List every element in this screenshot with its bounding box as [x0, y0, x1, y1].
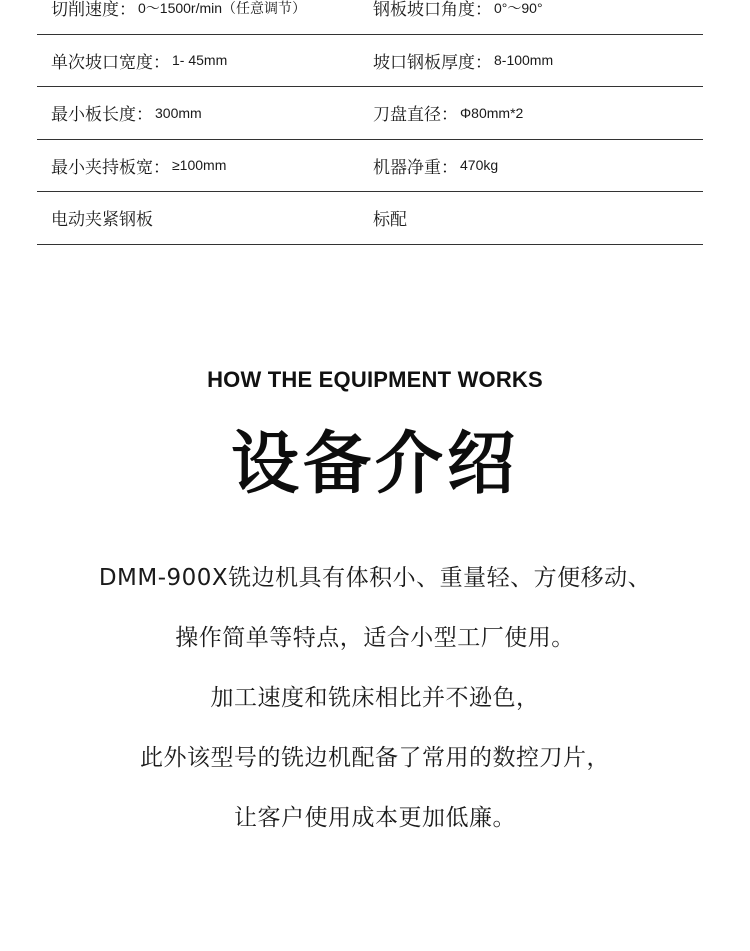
spec-cell: [370, 140, 703, 192]
spec-label: 单次坡口宽度：: [51, 52, 170, 73]
section-heading-en: HOW THE EQUIPMENT WORKS: [207, 367, 543, 392]
spec-label: 机器净重：: [373, 157, 458, 178]
spec-value: 300mm: [155, 104, 202, 121]
spec-cell: [37, 140, 370, 192]
spec-cell: [37, 192, 370, 244]
spec-row: [37, 0, 703, 35]
spec-cell: [37, 0, 370, 34]
description-line: DMM-900X铣边机具有体积小、重量轻、方便移动、: [98, 565, 652, 591]
spec-cell: [370, 87, 703, 139]
spec-cell: [37, 87, 370, 139]
section-title: 设备介绍: [230, 425, 519, 504]
spec-cell: [370, 0, 703, 34]
spec-label: 刀盘直径：: [373, 105, 458, 126]
spec-label: 电动夹紧钢板: [51, 210, 153, 231]
spec-cell: [37, 35, 370, 87]
spec-label: 最小板长度：: [51, 105, 153, 126]
spec-value: Φ80mm*2: [460, 104, 524, 121]
spec-value: 1- 45mm: [172, 52, 228, 69]
spec-label: 坡口钢板厚度：: [373, 52, 492, 73]
description-line: 让客户使用成本更加低廉。: [234, 805, 516, 831]
spec-cell: [370, 35, 703, 87]
spec-label: 切削速度：: [51, 0, 136, 21]
intro-description: [0, 555, 750, 855]
spec-row: [37, 192, 703, 245]
spec-table: [37, 0, 703, 245]
spec-row: [37, 35, 703, 88]
spec-value: 470kg: [460, 157, 499, 174]
spec-cell: [370, 192, 703, 244]
spec-row: [37, 87, 703, 140]
spec-row: [37, 140, 703, 193]
spec-label: 钢板坡口角度：: [373, 0, 492, 21]
description-line: 此外该型号的铣边机配备了常用的数控刀片，: [140, 745, 610, 771]
spec-value: 8-100mm: [494, 52, 554, 69]
spec-value: 0°～90°: [494, 0, 543, 16]
description-line: 操作简单等特点，适合小型工厂使用。: [175, 625, 575, 651]
spec-label: 标配: [373, 210, 407, 231]
spec-value: ≥100mm: [172, 157, 227, 174]
description-line: 加工速度和铣床相比并不逊色，: [210, 685, 540, 711]
spec-value: 0～1500r/min（任意调节）: [138, 0, 307, 16]
spec-label: 最小夹持板宽：: [51, 157, 170, 178]
